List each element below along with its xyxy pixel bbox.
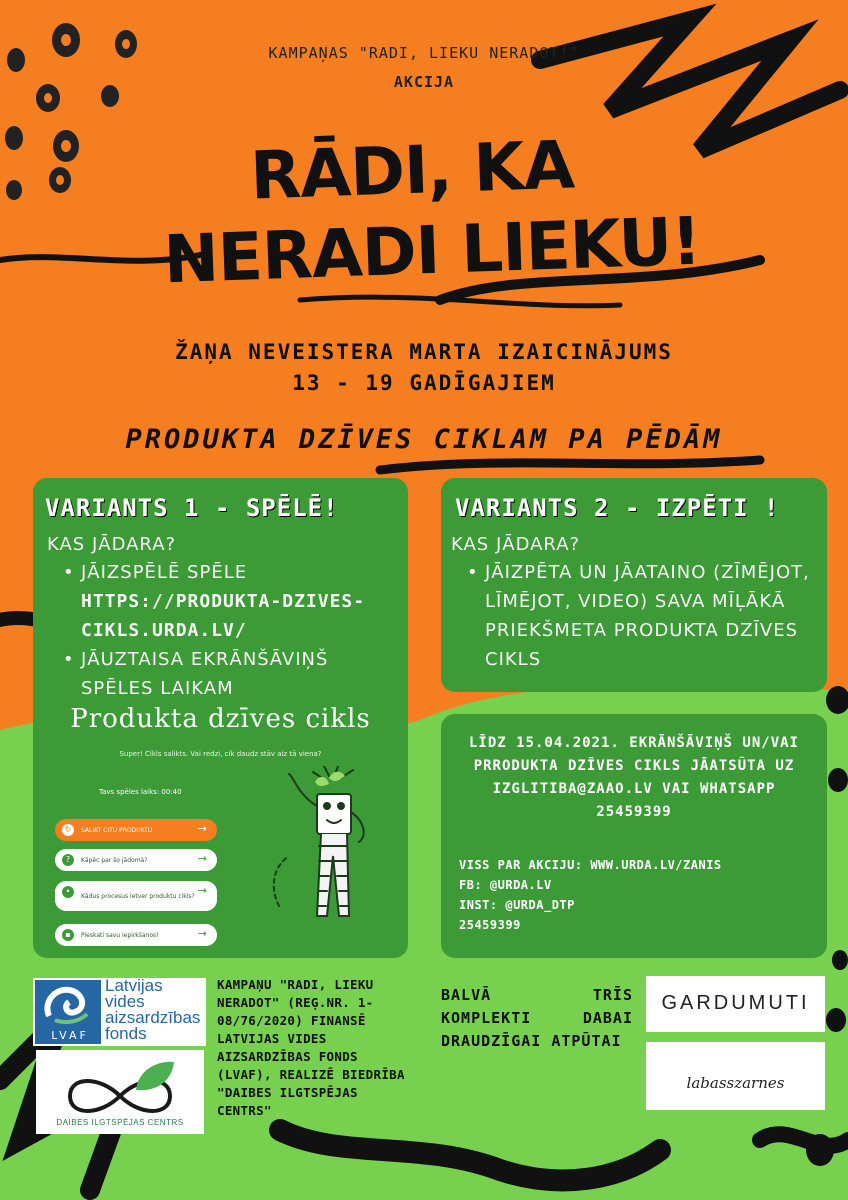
campaign-line: KAMPAŅAS "RADI, LIEKU NERADOT!"	[268, 44, 580, 62]
instagram-handle[interactable]: INST: @URDA_DTP	[459, 898, 575, 912]
variant-1-question: KAS JĀDARA?	[47, 534, 177, 555]
game-subtitle: Super! Cikls salikts. Vai redzi, cik daudz stāv aiz tā viena?	[119, 750, 322, 758]
processes-button[interactable]: • Kādus procesus ietver produktu cikls? →	[55, 881, 217, 911]
lvaf-name: Latvijas vides aizsardzības fonds	[105, 976, 201, 1043]
challenge-title: ŽAŅA NEVEISTERA MARTA IZAICINĀJUMS	[175, 340, 673, 364]
variant-2-panel	[441, 478, 827, 692]
arrow-right-icon: →	[197, 927, 207, 940]
variant-2-step-research: • JĀIZPĒTA UN JĀATAINO (ZĪMĒJOT, LĪMĒJOT, VIDEO) SAVA MĪĻĀKĀ PRIEKŠMETA PRODUKTA DZĪVES CIKLS	[465, 558, 815, 674]
game-title: Produkta dzīves cikls	[70, 704, 371, 734]
product-cycle-heading: PRODUKTA DZĪVES CIKLAM PA PĒDĀM	[125, 424, 723, 455]
game-time-label: Tavs spēles laiks: 00:40	[99, 788, 182, 796]
phone-number: 25459399	[459, 918, 521, 932]
variant-1-title: VARIANTS 1 - SPĒLĒ!	[45, 494, 339, 522]
game-screenshot	[33, 700, 408, 958]
campaign-website-link[interactable]: VISS PAR AKCIJU: WWW.URDA.LV/ZANIS	[459, 858, 722, 872]
question-icon: ?	[62, 854, 74, 866]
shopping-button[interactable]: ▪ Pieskati savu iepirkšanos! →	[55, 924, 217, 946]
variant-1-panel	[33, 478, 408, 958]
variant-2-title: VARIANTS 2 - IZPĒTI !	[455, 494, 780, 522]
contact-info	[459, 855, 722, 935]
lvaf-wave-icon: LVAF	[35, 980, 101, 1044]
funding-statement: KAMPAŅU "RADI, LIEKU NERADOT" (REĢ.NR. 1-08/76/2020) FINANSĒ LATVIJAS VIDES AIZSARDZĪBAS FONDS (LVAF), REALIZĒ BIEDRĪBA "DAIBES ILGTSPĒJAS CENTRS"	[217, 977, 405, 1118]
arrow-right-icon: →	[197, 884, 207, 897]
variant-2-question: KAS JĀDARA?	[451, 534, 581, 555]
deadline-text: LĪDZ 15.04.2021. EKRĀNŠĀVIŅŠ UN/VAI PRRODUKTA DZĪVES CIKLS JĀATSŪTA UZ IZGLITIBA@ZAAO.LV VAI WHATSAPP 25459399	[468, 735, 799, 820]
game-url-link[interactable]: HTTPS://PRODUKTA-DZIVES-CIKLS.URDA.LV/	[81, 591, 366, 641]
labas-sarnes-logo: labasszarnes	[646, 1042, 825, 1110]
infinity-leaf-icon	[50, 1056, 190, 1116]
assemble-other-product-button[interactable]: ↻ SALIKT CITU PRODUKTU →	[55, 819, 217, 841]
refresh-icon: ↻	[62, 824, 74, 836]
cart-icon: ▪	[62, 929, 74, 941]
character-illustration	[269, 766, 399, 946]
daibes-logo: DAIBES ILGTSPĒJAS CENTRS	[36, 1050, 204, 1134]
variant-1-step-screenshot: • JĀUZTAISA EKRĀNŠĀVIŅŠ SPĒLES LAIKAM	[61, 645, 401, 703]
lvaf-logo	[33, 978, 206, 1046]
gardumuti-logo: GARDUMUTI	[646, 976, 825, 1032]
variant-1-steps	[61, 558, 401, 703]
age-group: 13 - 19 GADĪGAJIEM	[292, 371, 556, 395]
main-title-line2: NERADI LIEKU!	[162, 202, 702, 299]
arrow-right-icon: →	[197, 852, 207, 865]
variant-2-steps	[465, 558, 815, 674]
facebook-handle[interactable]: FB: @URDA.LV	[459, 878, 552, 892]
submission-info-panel	[441, 714, 827, 958]
variant-1-step-play: • JĀIZSPĒLĒ SPĒLE HTTPS://PRODUKTA-DZIVES-CIKLS.URDA.LV/	[61, 558, 401, 645]
main-title-line1: RĀDI, KA	[248, 126, 575, 215]
prize-text: BALVĀ TRĪS KOMPLEKTI DABAI DRAUDZĪGAI ATPŪTAI	[441, 986, 633, 1050]
why-think-button[interactable]: ? Kāpēc par šo jādomā? →	[55, 849, 217, 871]
cycle-icon: •	[62, 886, 74, 898]
arrow-right-icon: →	[197, 822, 207, 835]
campaign-action-label: AKCIJA	[393, 73, 455, 91]
